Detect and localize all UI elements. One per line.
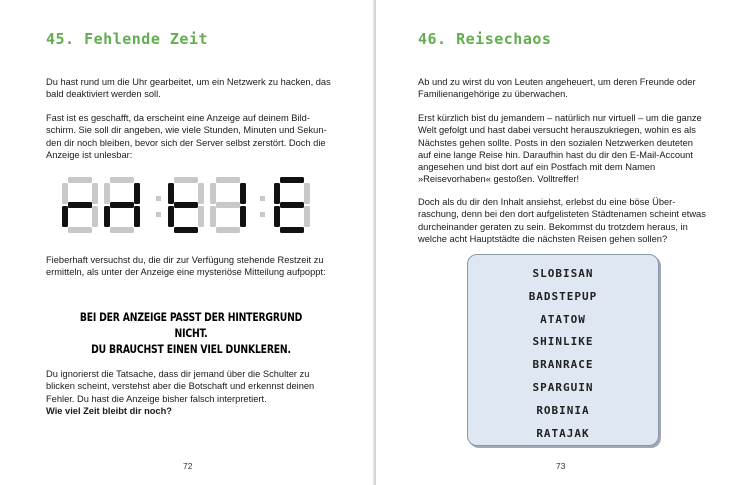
scrambled-word: BRANRACE bbox=[532, 358, 594, 372]
page-number-left: 72 bbox=[183, 461, 193, 471]
scrambled-words-list bbox=[468, 263, 658, 445]
segment-1-4 bbox=[104, 206, 110, 227]
scrambled-words-box bbox=[467, 254, 659, 446]
colon-dot-2 bbox=[260, 196, 265, 201]
question-text: Wie viel Zeit bleibt dir noch? bbox=[46, 405, 172, 416]
segment-2-2 bbox=[198, 206, 204, 227]
segment-4-1 bbox=[304, 183, 310, 204]
scrambled-word: RATAJAK bbox=[536, 426, 590, 440]
segment-2-6 bbox=[174, 202, 198, 208]
segment-2-1 bbox=[198, 183, 204, 204]
segment-4-5 bbox=[274, 183, 280, 204]
scrambled-word: SLOBISAN bbox=[532, 267, 594, 280]
scrambled-word: ROBINIA bbox=[536, 403, 590, 417]
right-page bbox=[376, 0, 750, 485]
scrambled-word: SHINLIKE bbox=[532, 335, 594, 349]
puzzle-45-heading: 45. Fehlende Zeit bbox=[46, 30, 209, 48]
mysterious-message bbox=[70, 310, 311, 358]
segment-0-3 bbox=[68, 227, 92, 233]
segment-0-4 bbox=[62, 206, 68, 227]
segment-0-5 bbox=[62, 183, 68, 204]
colon-dot-1 bbox=[156, 212, 161, 217]
segment-4-0 bbox=[280, 177, 304, 183]
segment-minus bbox=[68, 202, 92, 208]
segment-one-bottom bbox=[134, 206, 140, 227]
segment-1-5 bbox=[104, 183, 110, 204]
segment-4-2 bbox=[304, 206, 310, 227]
segment-3-5 bbox=[210, 183, 216, 204]
message-paragraph: Fieberhaft versuchst du, die dir zur Verfügung stehende Restzeit zu ermitteln, als unter der Anzeige eine mysteriöse Mitteilung aufpoppt: bbox=[46, 255, 326, 278]
scrambled-word: BADSTEPUP bbox=[528, 289, 598, 303]
intro-paragraph: Du hast rund um die Uhr gearbeitet, um ein Netzwerk zu hacken, das bald deaktiviert werden soll. bbox=[46, 77, 331, 100]
intro-paragraph-right: Ab und zu wirst du von Leuten angeheuert, um deren Freunde oder Familienangehörige zu überwachen. bbox=[418, 77, 696, 100]
segment-3-3 bbox=[216, 227, 240, 233]
segment-1-6 bbox=[110, 202, 134, 208]
segment-1-0 bbox=[110, 177, 134, 183]
colon-dot-3 bbox=[260, 212, 265, 217]
seven-segment-graphic bbox=[60, 170, 320, 240]
seven-segment-display bbox=[60, 170, 320, 240]
segment-2-0 bbox=[174, 177, 198, 183]
colon-dot-0 bbox=[156, 196, 161, 201]
segment-4-6 bbox=[280, 202, 304, 208]
segment-one-top bbox=[134, 183, 140, 204]
segment-0-0 bbox=[68, 177, 92, 183]
segment-2-3 bbox=[174, 227, 198, 233]
segment-0-2 bbox=[92, 206, 98, 227]
segment-4-4 bbox=[274, 206, 280, 227]
story-paragraph: Erst kürzlich bist du jemandem – natürlich nur virtuell – um die ganze Welt gefolgt und hast dabei versucht herauszukriegen, wohin es als Nächstes gehen sollte. Posts in den sozialen Netzwerken deuteten auf eine lange Reise hin. Daraufhin hast du dir den E-Mail-Account angesehen und bist dort auf ein Postfach mit dem Namen »Reisevorhaben« gestoßen. Volltreffer! bbox=[418, 113, 702, 185]
question-paragraph: Doch als du dir den Inhalt ansiehst, erlebst du eine böse Überraschung, denn bei den dort aufgelisteten Städtenamen scheint etwas durcheinander geraten zu sein. Bekommst du trotzdem heraus, in welche acht Hauptstädte die nächsten Reisen gehen sollen? bbox=[418, 197, 706, 244]
segment-3-0 bbox=[216, 177, 240, 183]
left-page bbox=[0, 0, 374, 485]
message-line-2: DU BRAUCHST EINEN VIEL DUNKLEREN. bbox=[91, 343, 291, 356]
segment-four-bottom bbox=[240, 206, 246, 227]
segment-3-6 bbox=[216, 202, 240, 208]
puzzle-46-heading: 46. Reisechaos bbox=[418, 30, 552, 48]
scrambled-word: SPARGUIN bbox=[532, 380, 594, 394]
page-number-right: 73 bbox=[556, 461, 566, 471]
segment-3-4 bbox=[210, 206, 216, 227]
segment-2-4 bbox=[168, 206, 174, 227]
conclusion-text: Du ignorierst die Tatsache, dass dir jemand über die Schulter zu blicken scheint, verstehst aber die Botschaft und erkennst deinen Fehler. Du hast die Anzeige bisher falsch interpretiert. bbox=[46, 369, 315, 404]
segment-2-5 bbox=[168, 183, 174, 204]
segment-1-3 bbox=[110, 227, 134, 233]
conclusion-paragraph bbox=[46, 368, 331, 417]
display-paragraph: Fast ist es geschafft, da erscheint eine Anzeige auf deinem Bildschirm. Sie soll dir angeben, wie viele Stunden, Minuten und Sekunden dir noch bleiben, bevor sich der Server selbst zerstört. Doch die Anzeige ist unlesbar: bbox=[46, 113, 327, 160]
segment-four-top bbox=[240, 183, 246, 204]
message-line-1: BEI DER ANZEIGE PASST DER HINTERGRUND NICHT. bbox=[79, 311, 303, 340]
scrambled-word: ATATOW bbox=[540, 312, 586, 326]
segment-4-3 bbox=[280, 227, 304, 233]
segment-0-1 bbox=[92, 183, 98, 204]
